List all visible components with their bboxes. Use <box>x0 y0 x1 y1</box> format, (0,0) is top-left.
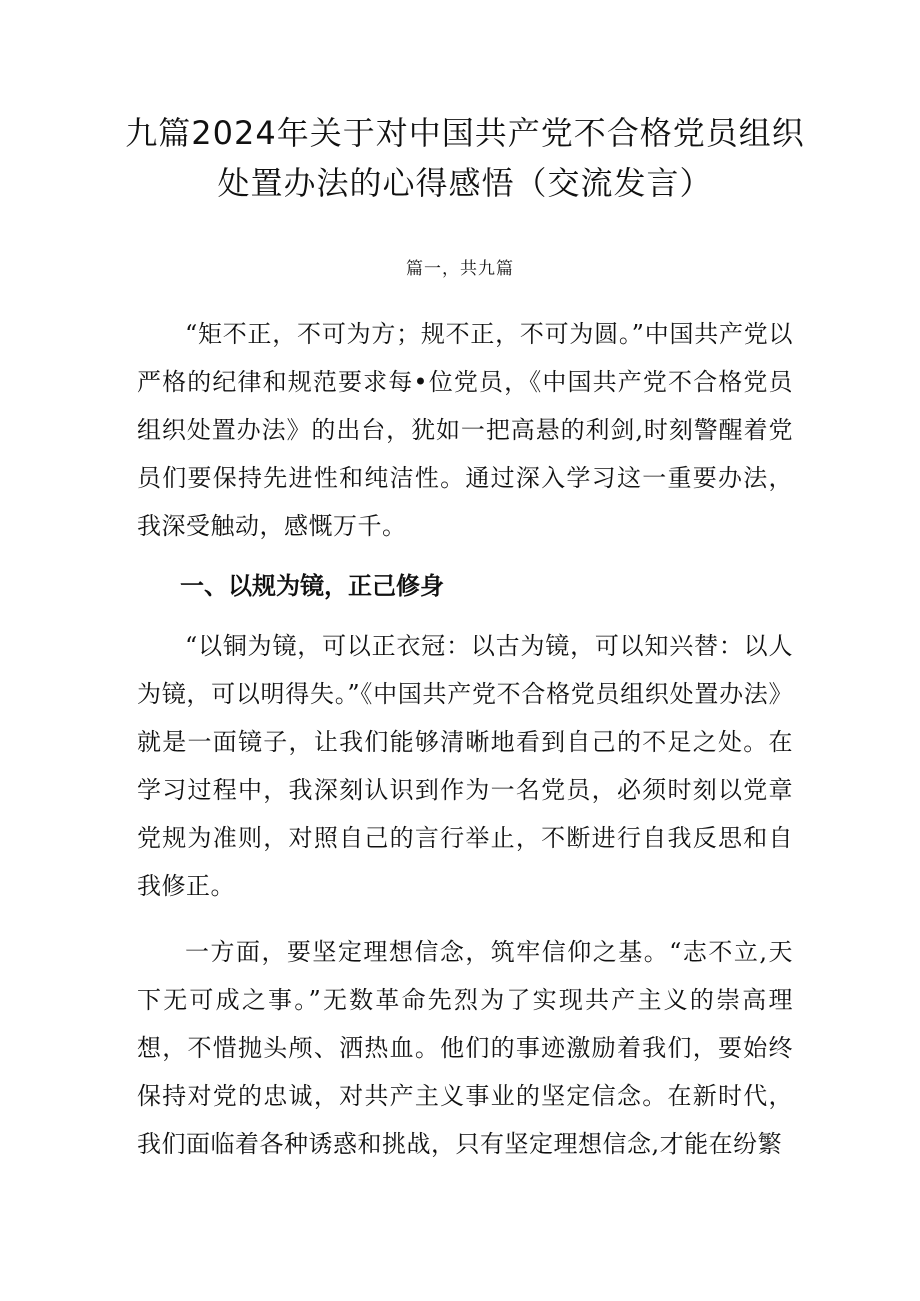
document-title: 九篇2024年关于对中国共产党不合格党员组织处置办法的心得感悟（交流发言） <box>125 114 805 202</box>
paragraph-mirror: “以铜为镜，可以正衣冠：以古为镜，可以知兴替：以人为镜，可以明得失。”《中国共产党不合格党员组织处置办法》就是一面镜子，让我们能够清晰地看到自己的不足之处。在学习过程中，我深刻认识到作为一名党员，必须时刻以党章党规为准则，对照自己的言行举止，不断进行自我反思和自我修正。 <box>137 632 793 900</box>
paragraph-intro: “矩不正，不可为方；规不正，不可为圆。”中国共产党以严格的纪律和规范要求每•位党员，《中国共产党不合格党员组织处置办法》的出台，犹如一把高悬的利剑,时刻警醒着党员们要保持先进性和纯洁性。通过深入学习这一重要办法，我深受触动，感慨万千。 <box>137 320 793 540</box>
paragraph-ideals: 一方面，要坚定理想信念，筑牢信仰之基。“志不立,天下无可成之事。”无数革命先烈为了实现共产主义的崇高理想，不惜抛头颅、洒热血。他们的事迹激励着我们，要始终保持对党的忠诚，对共产主义事业的坚定信念。在新时代，我们面临着各种诱惑和挑战，只有坚定理想信念,才能在纷繁 <box>137 938 793 1158</box>
section-heading: 一、以规为镜，正己修身 <box>180 572 444 600</box>
document-subtitle: 篇一，共九篇 <box>406 259 514 279</box>
